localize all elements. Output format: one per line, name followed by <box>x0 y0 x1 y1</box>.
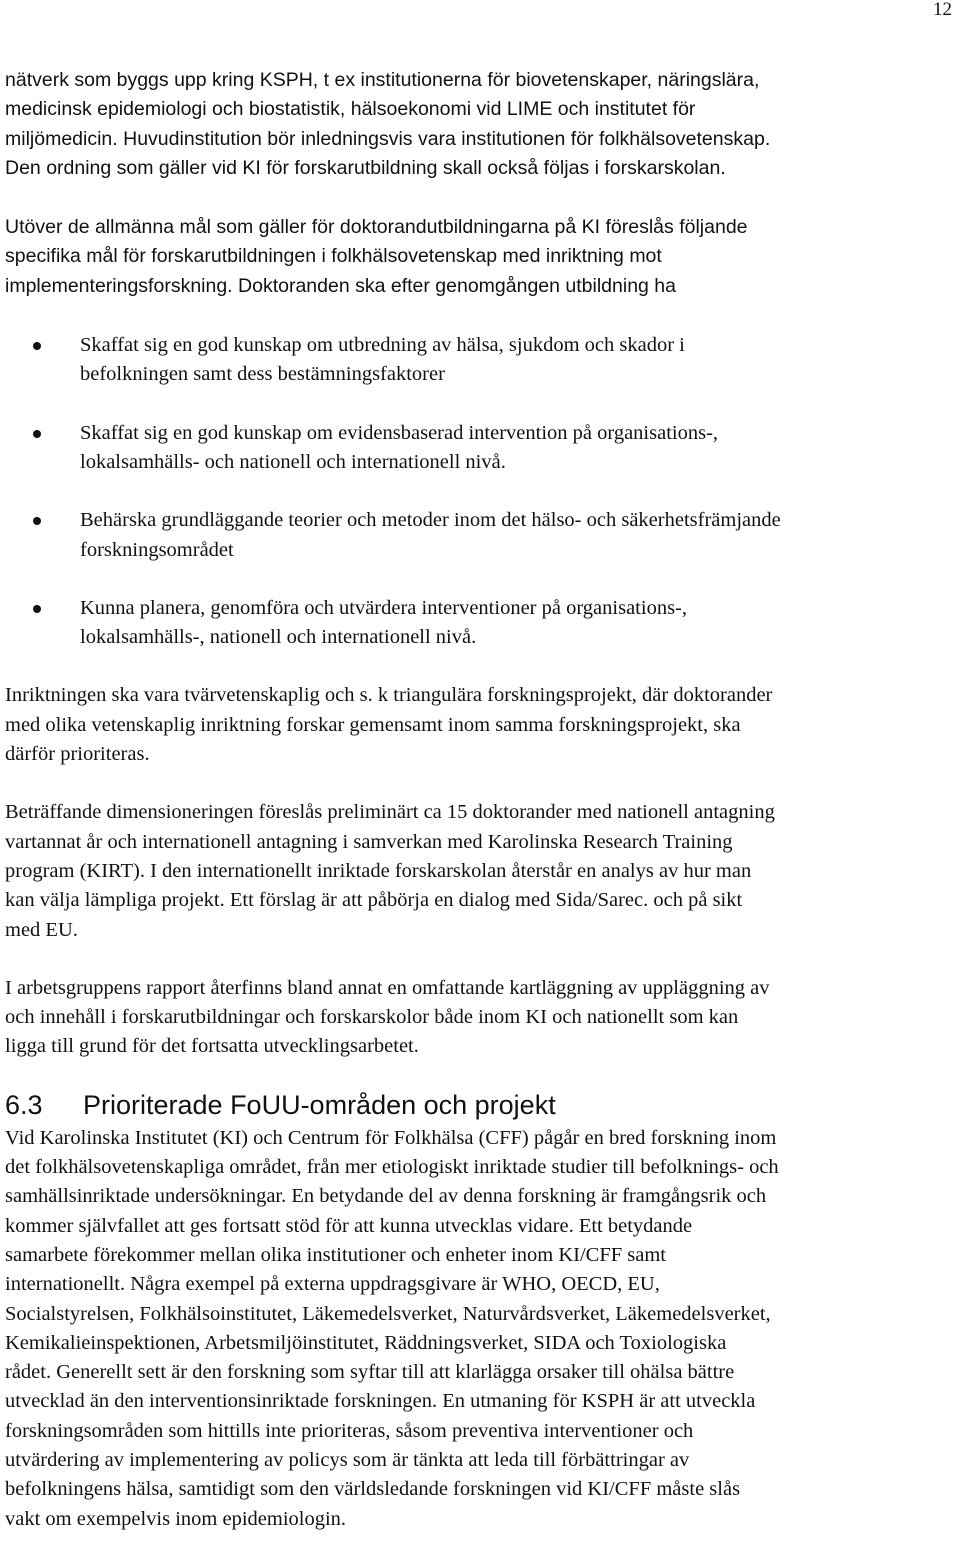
list-item <box>5 506 957 565</box>
section-number: 6.3 <box>5 1089 43 1120</box>
section-title: Prioriterade FoUU-områden och projekt <box>83 1089 556 1120</box>
document-body <box>5 66 957 1534</box>
list-item-text: Skaffat sig en god kunskap om utbredning av hälsa, sjukdom och skador i befolkningen samt dess bestämningsfaktorer <box>80 334 685 386</box>
list-item <box>5 331 957 390</box>
bullet-icon <box>33 517 41 525</box>
section-heading <box>5 1088 957 1122</box>
list-item <box>5 419 957 478</box>
bullet-icon <box>33 605 41 613</box>
paragraph-research: Vid Karolinska Institutet (KI) och Centrum för Folkhälsa (CFF) pågår en bred forskning inom det folkhälsovetenskapliga området, från mer etiologiskt inriktade studier till befolknings- och samhällsinriktade undersökningar. En betydande del av denna forskning är framgångsrik och kommer självfallet att ges fortsatt stöd för att kunna utvecklas vidare. Ett betydande samarbete förekommer mellan olika institutioner och enheter inom KI/CFF samt internationellt. Några exempel på externa uppdragsgivare är WHO, OECD, EU, Socialstyrelsen, Folkhälsoinstitutet, Läkemedelsverket, Naturvårdsverket, Läkemedelsverket, Kemikalieinspektionen, Arbetsmiljöinstitutet, Räddningsverket, SIDA och Toxiologiska rådet. Generellt sett är den forskning som syftar till att klarlägga orsaker till ohälsa bättre utvecklad än den interventionsinriktade forskningen. En utmaning för KSPH är att utveckla forskningsområden som hittills inte prioriteras, såsom preventiva interventioner och utvärdering av implementering av policys som är tänkta att leda till förbättringar av befolkningens hälsa, samtidigt som den världsledande forskningen vid KI/CFF måste slås vakt om exempelvis inom epidemiologin. <box>5 1126 779 1530</box>
list-item-text: Skaffat sig en god kunskap om evidensbaserad intervention på organisations-, lokalsamhälls- och nationell och internationell nivå. <box>80 421 719 473</box>
bullet-icon <box>33 342 41 350</box>
paragraph-networks: nätverk som byggs upp kring KSPH, t ex institutionerna för biovetenskaper, näringslära, medicinsk epidemiologi och biostatistik, hälsoekonomi vid LIME och institutet för miljömedicin. Huvudinstitution bör inledningsvis vara institutionen för folkhälsovetenskap. Den ordning som gäller vid KI för forskarutbildning skall också följas i forskarskolan. <box>5 69 771 179</box>
list-item-text: Behärska grundläggande teorier och metoder inom det hälso- och säkerhetsfrämjande forskningsområdet <box>80 509 781 561</box>
paragraph-orientation: Inriktningen ska vara tvärvetenskaplig och s. k triangulära forskningsprojekt, där doktorander med olika vetenskaplig inriktning forskar gemensamt inom samma forskningsprojekt, ska därför prioriteras. <box>5 684 773 766</box>
paragraph-goals-intro: Utöver de allmänna mål som gäller för doktorandutbildningarna på KI föreslås följande specifika mål för forskarutbildningen i folkhälsovetenskap med inriktning mot implementeringsforskning. Doktoranden ska efter genomgången utbildning ha <box>5 216 748 297</box>
page-number: 12 <box>933 0 952 20</box>
list-item <box>5 594 957 653</box>
list-item-text: Kunna planera, genomföra och utvärdera interventioner på organisations-, lokalsamhälls-, nationell och internationell nivå. <box>80 596 687 649</box>
goals-list <box>5 331 957 652</box>
paragraph-dimensioning: Beträffande dimensioneringen föreslås preliminärt ca 15 doktorander med nationell antagning vartannat år och internationell antagning i samverkan med Karolinska Research Training program (KIRT). I den internationellt inriktade forskarskolan återstår en analys av hur man kan välja lämpliga projekt. Ett förslag är att påbörja en dialog med Sida/Sarec. och på sikt med EU. <box>5 801 775 941</box>
paragraph-report: I arbetsgruppens rapport återfinns bland annat en omfattande kartläggning av uppläggning av och innehåll i forskarutbildningar och forskarskolor både inom KI och nationellt som kan ligga till grund för det fortsatta utvecklingsarbetet. <box>5 976 770 1058</box>
bullet-icon <box>33 430 41 438</box>
